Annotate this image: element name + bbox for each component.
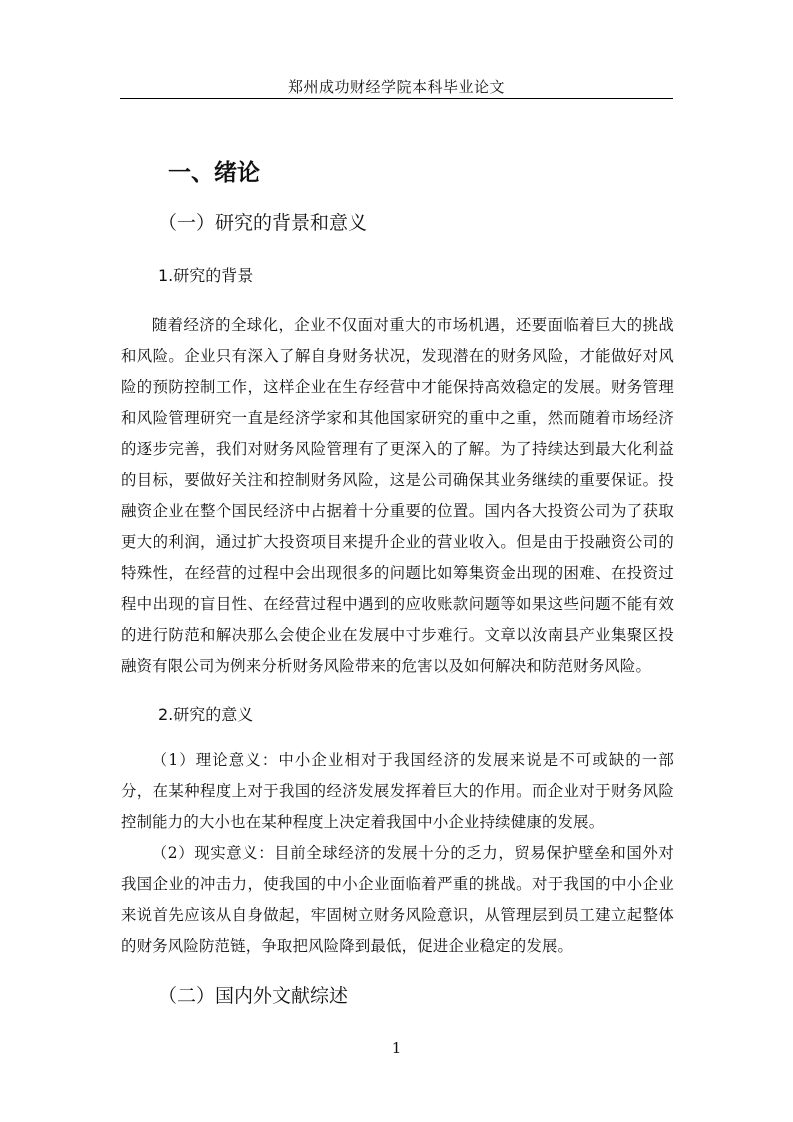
header-divider (120, 98, 673, 99)
practical-significance-paragraph: （2）现实意义：目前全球经济的发展十分的乏力，贸易保护壁垒和国外对我国企业的冲击力，使我国的中小企业面临着严重的挑战。对于我国的中小企业来说首先应该从自身做起，牢固树立财务风险意识，从管理层到员工建立起整体的财务风险防范链，争取把风险降到最低，促进企业稳定的发展。 (121, 844, 674, 955)
subsection-heading-research-background: 1.研究的背景 (158, 266, 254, 285)
subsection-heading-research-significance: 2.研究的意义 (158, 705, 254, 724)
page-number: 1 (391, 1039, 402, 1057)
section-heading-research-background-significance: （一）研究的背景和意义 (158, 212, 368, 234)
section-heading-literature-review: （二）国内外文献综述 (158, 985, 349, 1007)
background-paragraph: 随着经济的全球化，企业不仅面对重大的市场机遇，还要面临着巨大的挑战和风险。企业只有深入了解自身财务状况，发现潜在的财务风险，才能做好对风险的预防控制工作，这样企业在生存经营中才能保持高效稳定的发展。财务管理和风险管理研究一直是经济学家和其他国家研究的重中之重，然而随着市场经济的逐步完善，我们对财务风险管理有了更深入的了解。为了持续达到最大化利益的目标，要做好关注和控制财务风险，这是公司确保其业务继续的重要保证。投融资企业在整个国民经济中占据着十分重要的位置。国内各大投资公司为了获取更大的利润，通过扩大投资项目来提升企业的营业收入。但是由于投融资公司的特殊性，在经营的过程中会出现很多的问题比如筹集资金出现的困难、在投资过程中出现的盲目性、在经营过程中遇到的应收账款问题等如果这些问题不能有效的进行防范和解决那么会使企业在发展中寸步难行。文章以汝南县产业集聚区投融资有限公司为例来分析财务风险带来的危害以及如何解决和防范财务风险。 (121, 316, 674, 675)
running-header-title: 郑州成功财经学院本科毕业论文 (287, 78, 505, 96)
theoretical-significance-paragraph: （1）理论意义：中小企业相对于我国经济的发展来说是不可或缺的一部分，在某种程度上对于我国的经济发展发挥着巨大的作用。而企业对于财务风险控制能力的大小也在某种程度上决定着我国中小企业持续健康的发展。 (121, 751, 674, 831)
chapter-heading: 一、绪论 (168, 160, 260, 186)
